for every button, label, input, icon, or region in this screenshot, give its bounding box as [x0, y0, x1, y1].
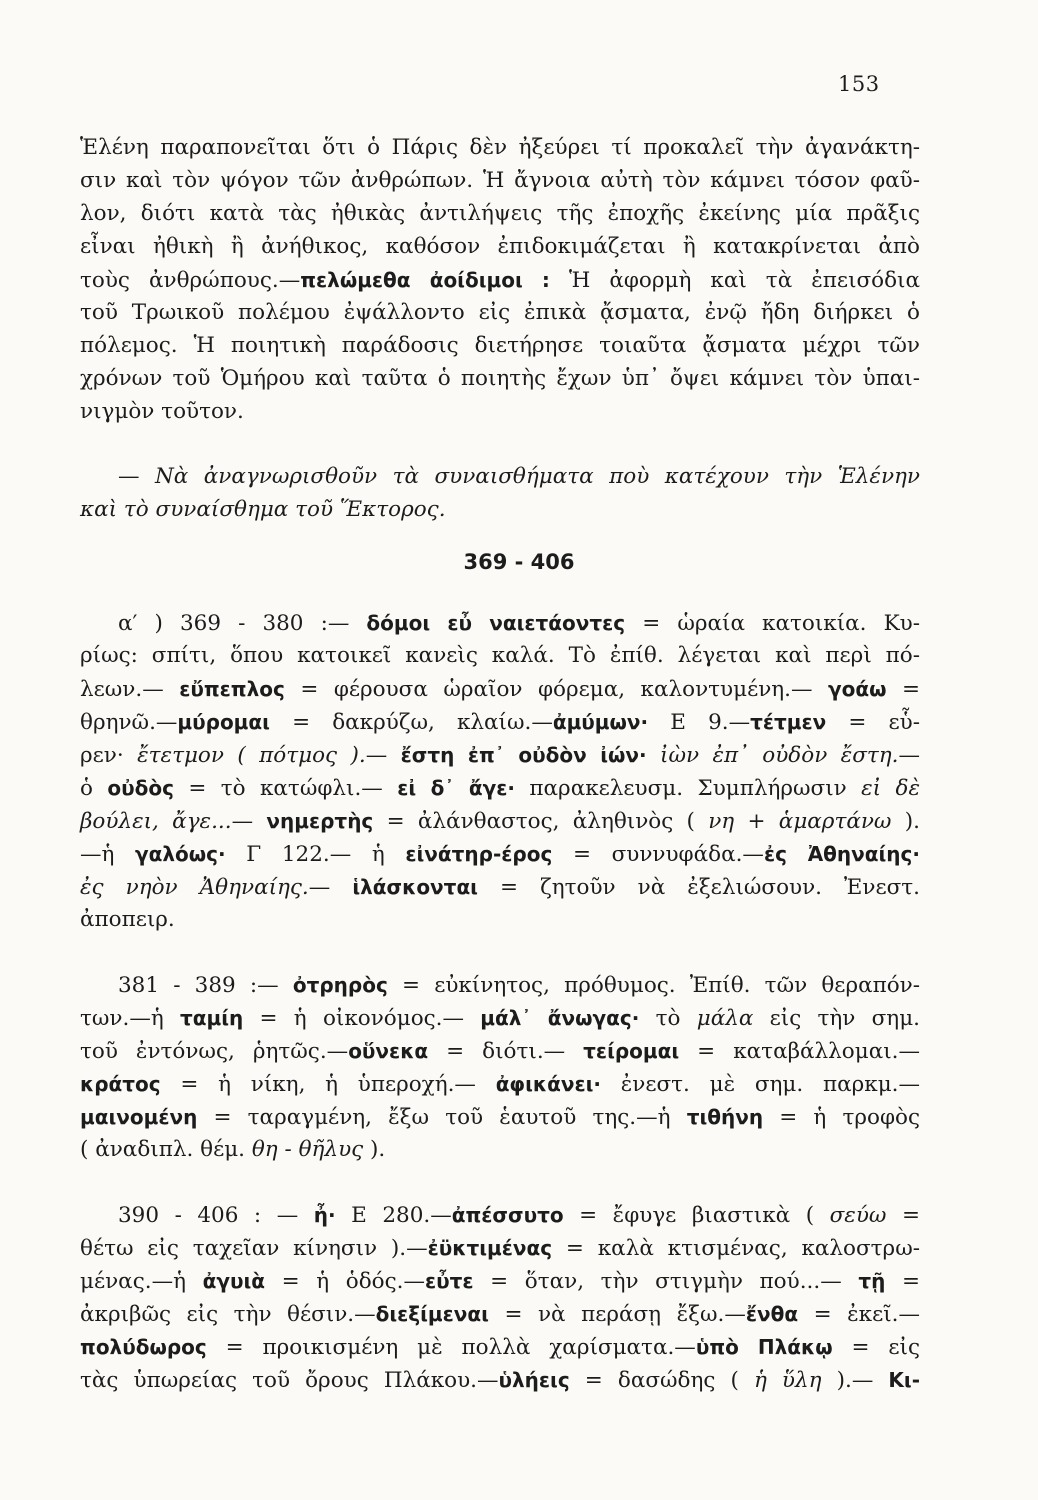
text-run: = εὗ-	[826, 710, 920, 735]
lemma-term: μαινομένη	[80, 1105, 198, 1129]
text-line	[80, 298, 920, 328]
text-run: = ἀλάνθαστος, ἀληθινὸς (	[373, 809, 709, 834]
text-run: εἶναι ἠθικὴ ἢ ἀνήθικος, καθόσον ἐπιδοκιμάζεται ἢ κατακρίνεται ἀπὸ	[80, 234, 920, 259]
lemma-term: εἰνάτηρ-έρος	[405, 842, 553, 866]
italic-text: ἰὼν ἐπ᾽ οὐδὸν ἔστη.	[660, 743, 899, 768]
italic-text: ἐς νηὸν Ἀθηναίης.	[80, 875, 309, 900]
lemma-term: μάλ᾽ ἄνωγας·	[480, 1006, 640, 1030]
lemma-term: οὕνεκα	[348, 1039, 429, 1063]
lemma-term: πολύδωρος	[80, 1335, 207, 1359]
text-run: =	[885, 1269, 920, 1294]
lemma-term: δόμοι εὖ ναιετάοντες	[366, 611, 626, 635]
text-run: = ζητοῦν νὰ ἐξελιώσουν. Ἐνεστ.	[477, 875, 920, 900]
italic-text: εἰ δὲ	[861, 776, 920, 801]
text-run: Ε 280.—	[335, 1203, 452, 1228]
lemma-term: ἀφικάνει·	[495, 1072, 601, 1096]
text-run: ἀποπειρ.	[80, 907, 175, 932]
text-line	[80, 265, 920, 296]
text-run: λεων.—	[80, 677, 180, 702]
lemma-term: εὔπεπλος	[179, 677, 285, 701]
text-run: = ὡραία κατοικία. Κυ-	[625, 611, 920, 636]
lemma-term: εἰ δ᾽ ἄγε·	[397, 776, 516, 800]
section-heading: 369 - 406	[463, 550, 575, 574]
lemma-term: τῇ	[858, 1269, 886, 1293]
italic-text: βούλει, ἄγε...	[80, 809, 232, 834]
text-line	[80, 839, 920, 870]
lemma-term: ἔστη ἐπ᾽ οὐδὸν ἰών·	[400, 743, 647, 767]
text-run: τὸ	[639, 1006, 697, 1031]
lemma-term: νημερτὴς	[266, 809, 374, 833]
text-run: —	[231, 809, 267, 834]
text-run: ).	[891, 809, 920, 834]
text-run: = ταραγμένη, ἔξω τοῦ ἑαυτοῦ της.—ἡ	[197, 1105, 687, 1130]
text-run: = εὐκίνητος, πρόθυμος. Ἐπίθ. τῶν θεραπόν-	[387, 973, 921, 998]
text-run: =	[886, 1203, 920, 1228]
text-run: —	[365, 743, 401, 768]
text-line	[80, 740, 920, 771]
lemma-term: τιθήνη	[686, 1105, 764, 1129]
text-run: α′ ) 369 - 380 :—	[118, 611, 367, 636]
text-run: θρηνῶ.—	[80, 710, 178, 735]
lemma-term: γαλόως·	[135, 842, 226, 866]
lemma-term: Κι-	[888, 1368, 920, 1392]
italic-text: μάλα	[696, 1006, 754, 1031]
text-run: = ἡ νίκη, ἡ ὑπεροχή.—	[160, 1072, 496, 1097]
text-line	[80, 1069, 920, 1100]
lemma-term: ὀτρηρὸς	[292, 973, 388, 997]
text-run: = καλὰ κτισμένας, καλοστρω-	[552, 1236, 920, 1261]
text-run: ἐνεστ. μὲ σημ. παρκμ.—	[600, 1072, 920, 1097]
text-run: εἰς τὴν σημ.	[753, 1006, 920, 1031]
text-run: ρεν·	[80, 743, 138, 768]
text-run: —ἡ	[80, 842, 136, 867]
text-run: νιγμὸν τοῦτον.	[80, 399, 244, 424]
lemma-term: τέτμεν	[750, 710, 827, 734]
text-run: = ἡ τροφὸς	[763, 1105, 920, 1130]
text-line	[80, 905, 920, 935]
text-run: χρόνων τοῦ Ὁμήρου καὶ ταῦτα ὁ ποιητὴς ἔχων ὑπ᾽ ὄψει κάμνει τὸν ὑπαι-	[80, 366, 920, 391]
text-run: —	[898, 743, 920, 768]
text-run: = δακρύζω, κλαίω.—	[269, 710, 553, 735]
text-line	[80, 674, 920, 705]
text-run: θέτω εἰς ταχεῖαν κίνησιν ).—	[80, 1236, 428, 1261]
text-run: Ἡ ἀφορμὴ καὶ τὰ ἐπεισόδια	[549, 268, 921, 293]
text-run	[647, 743, 660, 768]
text-run: ).	[363, 1137, 386, 1162]
text-line	[80, 364, 920, 394]
text-line	[80, 1332, 920, 1363]
lemma-term: πελώμεθα ἀοίδιμοι :	[300, 268, 550, 292]
text-run: Γ 122.— ἡ	[225, 842, 406, 867]
text-line	[80, 872, 920, 903]
italic-text: Νὰ ἀναγνωρισθοῦν τὰ συναισθήματα ποὺ κατέχουν τὴν Ἑλένην	[154, 464, 920, 489]
lemma-term: τείρομαι	[583, 1039, 680, 1063]
text-run: = νὰ περάσῃ ἔξω.—	[488, 1302, 746, 1327]
text-run: των.—ἡ	[80, 1006, 180, 1031]
text-line	[80, 806, 920, 837]
lemma-term: διεξίμεναι	[375, 1302, 489, 1326]
text-run: παρακελευσμ. Συμπλήρωσιν	[515, 776, 862, 801]
text-run: = συννυφάδα.—	[552, 842, 764, 867]
italic-text: ἔτετμον ( πότμος ).	[137, 743, 366, 768]
text-line	[80, 1003, 920, 1034]
lemma-term: ἐϋκτιμένας	[427, 1236, 553, 1260]
text-line	[80, 1365, 920, 1396]
text-run: —	[118, 464, 155, 489]
text-run: μένας.—ἡ	[80, 1269, 203, 1294]
text-run: Ἑλένη παραπονεῖται ὅτι ὁ Πάρις δὲν ἠξεύρει τί προκαλεῖ τὴν ἀγανάκτη-	[80, 135, 920, 160]
text-run: Ε 9.—	[648, 710, 751, 735]
text-run: ὁ	[80, 776, 108, 801]
italic-text: νη + ἁμαρτάνω	[708, 809, 892, 834]
text-run: = καταβάλλομαι.—	[679, 1039, 920, 1064]
text-line	[80, 1299, 920, 1330]
text-run: = διότι.—	[428, 1039, 584, 1064]
text-run: τοῦ ἐντόνως, ῥητῶς.—	[80, 1039, 349, 1064]
text-run: = φέρουσα ὡραῖον φόρεμα, καλοντυμένη.—	[284, 677, 828, 702]
text-line	[80, 397, 920, 427]
text-line	[80, 1102, 920, 1133]
text-run: = ἐκεῖ.—	[798, 1302, 921, 1327]
lemma-term: ἦ·	[313, 1203, 336, 1227]
text-run: = ἡ οἰκονόμος.—	[243, 1006, 481, 1031]
lemma-term: ταμίη	[179, 1006, 244, 1030]
lemma-term: ἀγυιὰ	[202, 1269, 265, 1293]
text-run: τοῦ Τρωικοῦ πολέμου ἐψάλλοντο εἰς ἐπικὰ ᾄσματα, ἐνῷ ἤδη διήρκει ὁ	[80, 300, 920, 325]
text-run: = δασώδης (	[569, 1368, 754, 1393]
italic-text: θη - θῆλυς	[251, 1137, 364, 1162]
lemma-term: ἔνθα	[745, 1302, 799, 1326]
lemma-term: ἀμύμων·	[552, 710, 649, 734]
text-run: τοὺς ἀνθρώπους.—	[80, 268, 301, 293]
text-run: τὰς ὑπωρείας τοῦ ὄρους Πλάκου.—	[80, 1368, 499, 1393]
lemma-term: ἐς Ἀθηναίης·	[763, 842, 920, 866]
text-line	[80, 133, 920, 163]
text-line	[80, 773, 920, 804]
text-line	[80, 641, 920, 671]
lemma-term: μύρομαι	[177, 710, 270, 734]
text-line	[80, 1233, 920, 1264]
text-run: πόλεμος. Ἡ ποιητικὴ παράδοσις διετήρησε τοιαῦτα ᾄσματα μέχρι τῶν	[80, 333, 920, 358]
italic-text: ἡ ὕλη	[753, 1368, 822, 1393]
text-line	[118, 1200, 920, 1231]
text-line	[80, 707, 920, 738]
lemma-term: οὐδὸς	[107, 776, 174, 800]
text-run: —	[308, 875, 353, 900]
text-run: ).—	[821, 1368, 889, 1393]
lemma-term: ἱλάσκονται	[352, 875, 478, 899]
italic-text: σεύω	[829, 1203, 887, 1228]
lemma-term: εὖτε	[424, 1269, 474, 1293]
text-line	[80, 1135, 920, 1165]
text-line	[80, 199, 920, 229]
text-line	[80, 331, 920, 361]
text-run: = ἔφυγε βιαστικὰ (	[563, 1203, 830, 1228]
text-line	[80, 1036, 920, 1067]
lemma-term: γοάω	[827, 677, 887, 701]
text-run: = ὅταν, τὴν στιγμὴν πού...—	[473, 1269, 859, 1294]
text-line	[80, 495, 920, 525]
text-line	[80, 166, 920, 196]
text-run: = εἰς	[832, 1335, 921, 1360]
lemma-term: ὑλήεις	[498, 1368, 570, 1392]
lemma-term: ὑπὸ Πλάκῳ	[695, 1335, 833, 1359]
text-run: σιν καὶ τὸν ψόγον τῶν ἀνθρώπων. Ἡ ἄγνοια αὐτὴ τὸν κάμνει τόσον φαῦ-	[80, 168, 920, 193]
text-line	[118, 970, 920, 1001]
text-run: =	[886, 677, 920, 702]
text-line	[80, 1266, 920, 1297]
lemma-term: κράτος	[80, 1072, 161, 1096]
text-line	[118, 462, 920, 492]
text-run: 381 - 389 :—	[118, 973, 293, 998]
text-run: = προικισμένη μὲ πολλὰ χαρίσματα.—	[206, 1335, 696, 1360]
page-number: 153	[838, 72, 880, 96]
text-run: ( ἀναδιπλ. θέμ.	[80, 1137, 252, 1162]
text-line	[80, 232, 920, 262]
text-run: = τὸ κατώφλι.—	[173, 776, 398, 801]
lemma-term: ἀπέσσυτο	[451, 1203, 564, 1227]
text-run: λον, διότι κατὰ τὰς ἠθικὰς ἀντιλήψεις τῆς ἐποχῆς ἐκείνης μία πρᾶξις	[80, 201, 920, 226]
text-run: ἀκριβῶς εἰς τὴν θέσιν.—	[80, 1302, 376, 1327]
text-run: = ἡ ὁδός.—	[265, 1269, 425, 1294]
text-line	[118, 608, 920, 639]
italic-text: καὶ τὸ συναίσθημα τοῦ Ἕκτορος.	[80, 497, 446, 522]
text-run: ρίως: σπίτι, ὅπου κατοικεῖ κανεὶς καλά. Τὸ ἐπίθ. λέγεται καὶ περὶ πό-	[80, 643, 920, 668]
text-run: 390 - 406 : —	[118, 1203, 314, 1228]
